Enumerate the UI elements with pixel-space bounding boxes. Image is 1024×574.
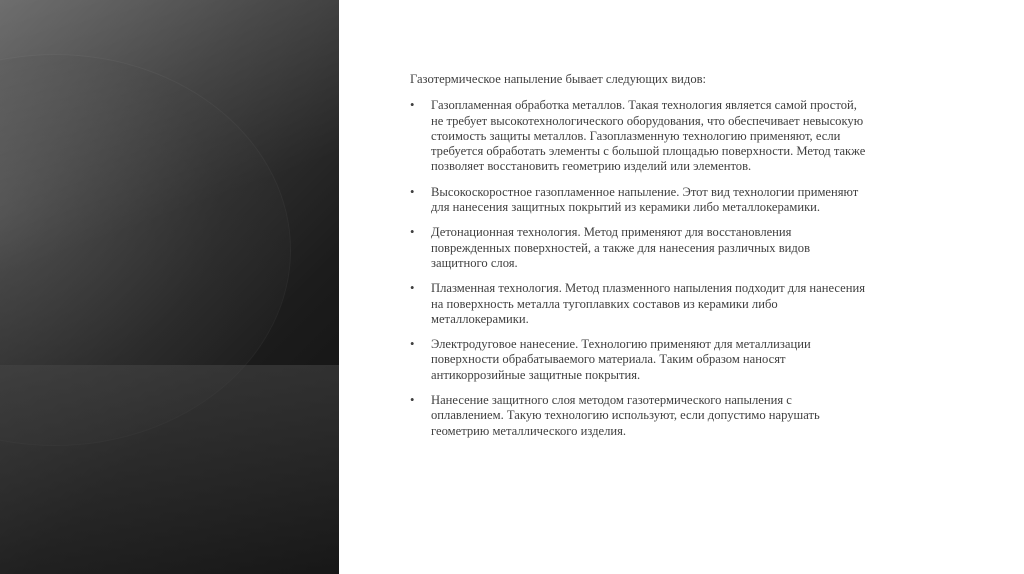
bullet-icon: • [410, 98, 415, 113]
list-item-text: Газопламенная обработка металлов. Такая технология является самой простой, не требует высокотехнологического оборудования, что обеспечивает невысокую стоимость защиты металлов. Газоплазменную технологию применяют, если требуется обработать элементы с большой площадью поверхности. Метод также позволяет восстановить геометрию изделий или элементов. [431, 98, 866, 174]
list-item [410, 98, 970, 174]
list-item [410, 281, 970, 327]
bullet-icon: • [410, 184, 415, 199]
decorative-side-panel [0, 0, 339, 574]
list-item-text: Детонационная технология. Метод применяют для восстановления поврежденных поверхностей, а также для нанесения различных видов защитного слоя. [431, 225, 811, 270]
bullet-icon: • [410, 281, 415, 296]
list-item-text: Высокоскоростное газопламенное напыление. Этот вид технологии применяют для нанесения защитных покрытий из керамики либо металлокерамики. [431, 184, 859, 215]
list-item-text: Нанесение защитного слоя методом газотермического напыления с оплавлением. Такую технологию используют, если допустимо нарушать геометрию металлического изделия. [431, 393, 820, 438]
bullet-icon: • [410, 393, 415, 408]
bullet-icon: • [410, 225, 415, 240]
decorative-highlight [0, 0, 339, 574]
slide-text-body [410, 72, 970, 449]
intro-text: Газотермическое напыление бывает следующих видов: [410, 72, 707, 86]
list-item [410, 393, 970, 439]
bullet-list [410, 98, 970, 439]
list-item [410, 185, 970, 216]
list-item-text: Плазменная технология. Метод плазменного напыления подходит для нанесения на поверхность металла тугоплавких составов из керамики либо металлокерамики. [431, 281, 865, 326]
bullet-icon: • [410, 337, 415, 352]
list-item-text: Электродуговое нанесение. Технологию применяют для металлизации поверхности обрабатываемого материала. Таким образом наносят антикоррозийные защитные покрытия. [431, 337, 811, 382]
list-item [410, 225, 970, 271]
list-item [410, 337, 970, 383]
